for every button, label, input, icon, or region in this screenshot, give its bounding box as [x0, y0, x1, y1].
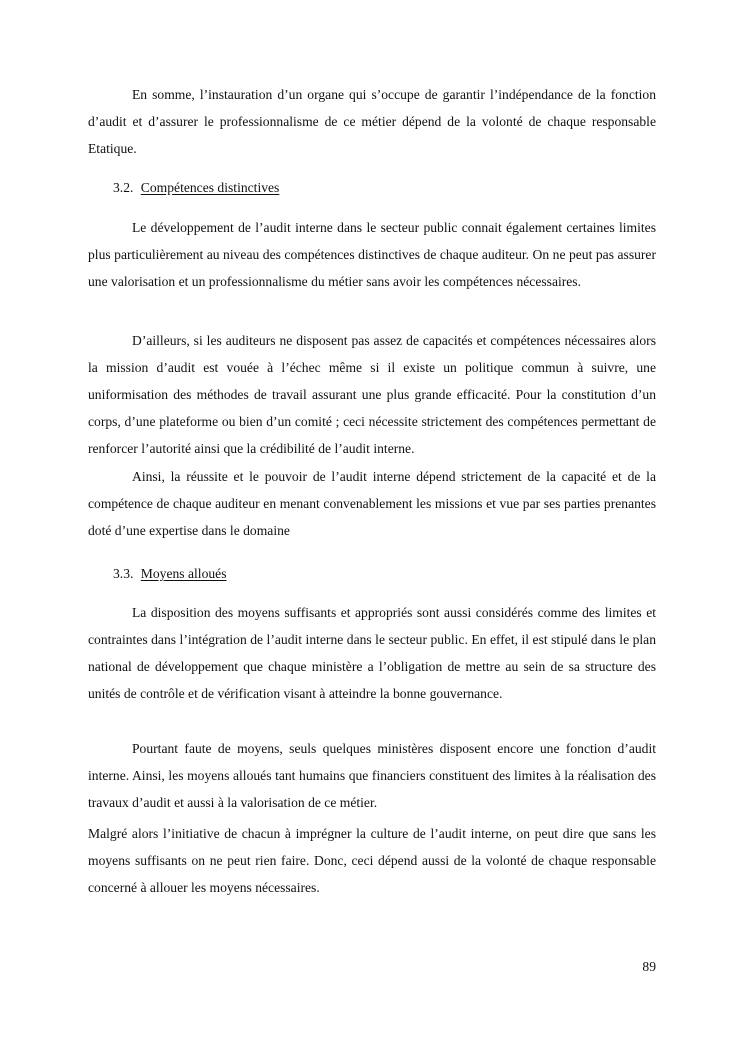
paragraph-competences-1: Le développement de l’audit interne dans le secteur public connait également certaines limites plus particulièrement au niveau des compétences distinctives de chaque auditeur. On ne peut pas assurer une valorisation et un professionnalisme du métier sans avoir les compétences nécessaires. [88, 220, 656, 289]
section-heading-3-2 [113, 178, 279, 198]
paragraph-competences-3: Ainsi, la réussite et le pouvoir de l’audit interne dépend strictement de la capacité et de la compétence de chaque auditeur en menant convenablement les missions et vue par ses parties prenantes doté d’une expertise dans le domaine [88, 469, 656, 538]
paragraph-competences-2: D’ailleurs, si les auditeurs ne disposent pas assez de capacités et compétences nécessaires alors la mission d’audit est vouée à l’échec même si il existe un politique commun à suivre, une uniformisation des méthodes de travail assurant une plus grande efficacité. Pour la constitution d’un corps, d’une plateforme ou bien d’un comité ; ceci nécessite strictement des compétences permettant de renforcer l’autorité ainsi que la crédibilité de l’audit interne. [88, 333, 656, 456]
section-heading-3-3 [113, 564, 227, 584]
intro-paragraph: En somme, l’instauration d’un organe qui s’occupe de garantir l’indépendance de la fonction d’audit et d’assurer le professionnalisme de ce métier dépend de la volonté de chaque responsable Etatique. [88, 87, 656, 156]
section-number: 3.3. [113, 566, 134, 581]
section-number: 3.2. [113, 180, 134, 195]
section-title: Moyens alloués [140, 566, 227, 581]
paragraph-moyens-3: Malgré alors l’initiative de chacun à imprégner la culture de l’audit interne, on peut dire que sans les moyens suffisants on ne peut rien faire. Donc, ceci dépend aussi de la volonté de chaque responsable concerné à allouer les moyens nécessaires. [88, 826, 656, 895]
page-number: 89 [642, 959, 656, 974]
section-title: Compétences distinctives [140, 180, 280, 195]
paragraph-moyens-1: La disposition des moyens suffisants et appropriés sont aussi considérés comme des limites et contraintes dans l’intégration de l’audit interne dans le secteur public. En effet, il est stipulé dans le plan national de développement que chaque ministère a l’obligation de mettre au sein de sa structure des unités de contrôle et de vérification visant à atteindre la bonne gouvernance. [88, 605, 656, 701]
paragraph-moyens-2: Pourtant faute de moyens, seuls quelques ministères disposent encore une fonction d’audit interne. Ainsi, les moyens alloués tant humains que financiers constituent des limites à la réalisation des travaux d’audit et aussi à la valorisation de ce métier. [88, 741, 656, 810]
